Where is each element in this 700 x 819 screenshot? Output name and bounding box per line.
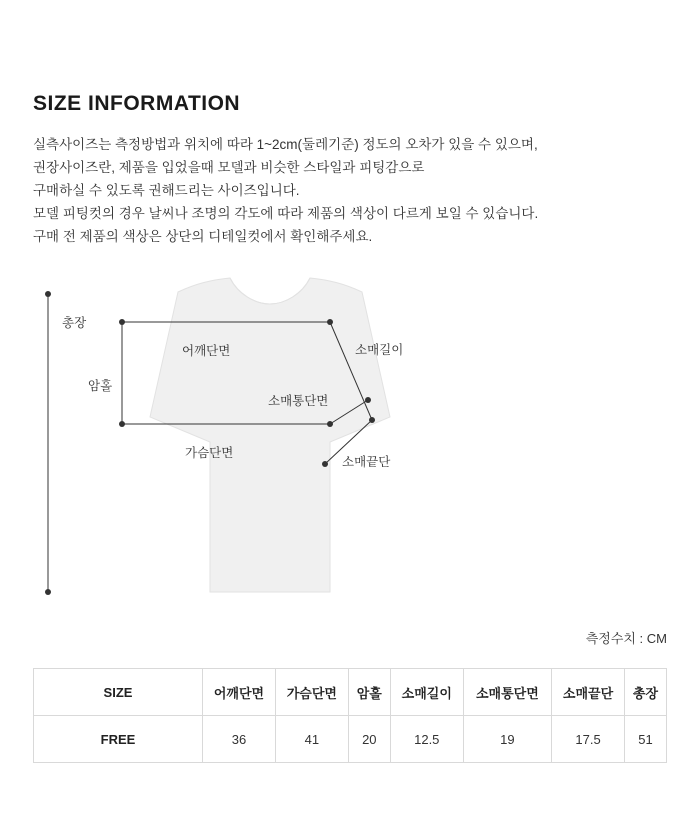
label-total-length: 총장 xyxy=(62,316,87,330)
cell-size: FREE xyxy=(34,716,203,763)
label-sleeve-opening: 소매끝단 xyxy=(342,455,391,469)
cell-sleeve-width: 19 xyxy=(463,716,551,763)
table-header-armhole: 암홀 xyxy=(348,669,390,716)
description-line-2: 권장사이즈란, 제품을 입었을때 모델과 비슷한 스타일과 피팅감으로 xyxy=(33,160,425,175)
tshirt-illustration xyxy=(150,278,390,592)
table-header-total-length: 총장 xyxy=(624,669,666,716)
description-line-3: 구매하실 수 있도록 권해드리는 사이즈입니다. xyxy=(33,183,300,198)
table-header-sleeve-opening: 소매끝단 xyxy=(552,669,625,716)
description-line-5: 구매 전 제품의 색상은 상단의 디테일컷에서 확인해주세요. xyxy=(33,229,373,244)
cell-total-length: 51 xyxy=(624,716,666,763)
garment-measurement-diagram xyxy=(30,272,670,612)
cell-shoulder: 36 xyxy=(203,716,276,763)
label-sleeve-length: 소매길이 xyxy=(355,343,404,357)
measure-unit-note: 측정수치 : CM xyxy=(585,631,667,646)
label-shoulder: 어깨단면 xyxy=(182,344,231,358)
description-line-1: 실측사이즈는 측정방법과 위치에 따라 1~2cm(둘레기준) 정도의 오차가 있을 수 있으며, xyxy=(33,137,538,152)
cell-chest: 41 xyxy=(275,716,348,763)
total-length-measure-line xyxy=(45,291,51,595)
label-armhole: 암홀 xyxy=(88,379,113,393)
size-table xyxy=(33,668,667,763)
armhole-measure-line xyxy=(119,322,125,427)
table-header-sleeve-width: 소매통단면 xyxy=(463,669,551,716)
table-header-size: SIZE xyxy=(34,669,203,716)
table-header-shoulder: 어깨단면 xyxy=(203,669,276,716)
label-chest: 가슴단면 xyxy=(185,446,234,460)
table-header-chest: 가슴단면 xyxy=(275,669,348,716)
page-title: SIZE INFORMATION xyxy=(33,92,241,115)
description-block xyxy=(33,133,653,248)
table-header-sleeve-length: 소매길이 xyxy=(390,669,463,716)
table-header-row xyxy=(34,669,667,716)
table-row xyxy=(34,716,667,763)
label-sleeve-width: 소매통단면 xyxy=(268,394,329,408)
cell-armhole: 20 xyxy=(348,716,390,763)
cell-sleeve-length: 12.5 xyxy=(390,716,463,763)
cell-sleeve-opening: 17.5 xyxy=(552,716,625,763)
description-line-4: 모델 피팅컷의 경우 날씨나 조명의 각도에 따라 제품의 색상이 다르게 보일 수 있습니다. xyxy=(33,206,539,221)
